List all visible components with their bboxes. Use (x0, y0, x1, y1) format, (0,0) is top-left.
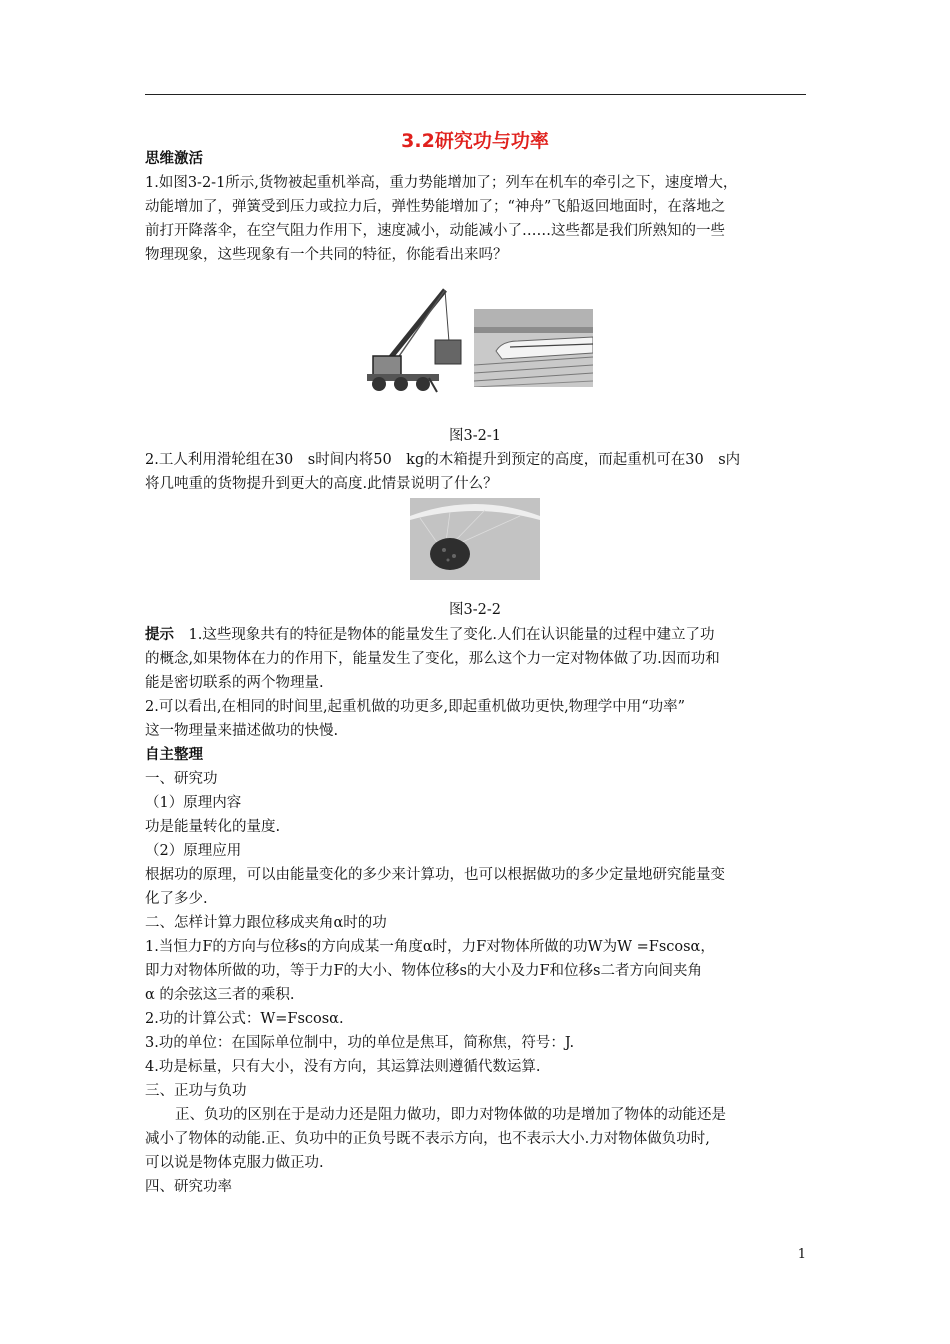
question1-line: 前打开降落伞，在空气阻力作用下，速度减小，动能减小了……这些都是我们所熟知的一些 (145, 223, 725, 239)
figure2-caption: 图3-2-2 (449, 602, 501, 618)
paragraph-line: 可以说是物体克服力做正功. (145, 1155, 324, 1171)
question2 (145, 448, 810, 496)
section-heading-power: 四、研究功率 (145, 1179, 232, 1195)
body-line: （1）原理内容 (145, 795, 242, 811)
question2-line: 2.工人利用滑轮组在30 s时间内将50 kg的木箱提升到预定的高度，而起重机可在30 s内 (145, 452, 741, 468)
section-thinking (145, 147, 810, 267)
hint-line: 2.可以看出,在相同的时间里,起重机做的功更多,即起重机做功更快,物理学中用“功率” (145, 699, 686, 715)
body-line: 2.功的计算公式：W=Fscosα. (145, 1011, 344, 1027)
body-line: 二、怎样计算力跟位移成夹角α时的功 (145, 915, 387, 931)
hint-line: 能是密切联系的两个物理量. (145, 675, 324, 691)
hint-line: 这一物理量来描述做功的快慢. (145, 723, 339, 739)
body-line: 功是能量转化的量度. (145, 819, 281, 835)
question1-line: 1.如图3-2-1所示,货物被起重机举高，重力势能增加了；列车在机车的牵引之下，速度增大， (145, 175, 738, 191)
section-heading-self-study: 自主整理 (145, 747, 203, 763)
body-line: （2）原理应用 (145, 843, 242, 859)
hint-section (145, 623, 810, 1199)
paragraph-line: 正、负功的区别在于是动力还是阻力做功，即力对物体做的功是增加了物体的动能还是 (175, 1107, 726, 1123)
train-image (474, 309, 593, 387)
paragraph-line: 减小了物体的动能.正、负功中的正负号既不表示方向，也不表示大小.力对物体做负功时, (145, 1131, 710, 1147)
figure1-caption: 图3-2-1 (449, 428, 501, 444)
hint-label: 提示 (145, 627, 174, 643)
body-line: 即力对物体所做的功，等于力F的大小、物体位移s的大小及力F和位移s二者方向间夹角 (145, 963, 703, 979)
body-line: 1.当恒力F的方向与位移s的方向成某一角度α时，力F对物体所做的功W为W =Fscosα， (145, 939, 715, 955)
question1-line: 物理现象，这些现象有一个共同的特征，你能看出来吗？ (145, 247, 508, 263)
page-title: 3.2研究功与功率 (401, 130, 549, 152)
body-line: 3.功的单位：在国际单位制中，功的单位是焦耳，简称焦，符号：J. (145, 1035, 575, 1051)
body-line: 根据功的原理，可以由能量变化的多少来计算功，也可以根据做功的多少定量地研究能量变 (145, 867, 725, 883)
page-number: 1 (797, 1247, 806, 1262)
section-heading-thinking: 思维激活 (145, 151, 203, 167)
body-line: 一、研究功 (145, 771, 218, 787)
body-line: 化了多少. (145, 891, 208, 907)
question2-line: 将几吨重的货物提升到更大的高度.此情景说明了什么？ (145, 476, 498, 492)
hint-line: 1.这些现象共有的特征是物体的能量发生了变化.人们在认识能量的过程中建立了功 (174, 627, 715, 643)
crane-image (365, 280, 465, 395)
body-line: 三、正功与负功 (145, 1083, 247, 1099)
header-rule (145, 94, 806, 95)
parachute-capsule-image (410, 498, 540, 580)
hint-line: 的概念,如果物体在力的作用下，能量发生了变化，那么这个力一定对物体做了功.因而功和 (145, 651, 720, 667)
body-line: 4.功是标量，只有大小，没有方向，其运算法则遵循代数运算. (145, 1059, 541, 1075)
question1-line: 动能增加了，弹簧受到压力或拉力后，弹性势能增加了；“神舟”飞船返回地面时，在落地之 (145, 199, 726, 215)
body-line: α 的余弦这三者的乘积. (145, 987, 295, 1003)
